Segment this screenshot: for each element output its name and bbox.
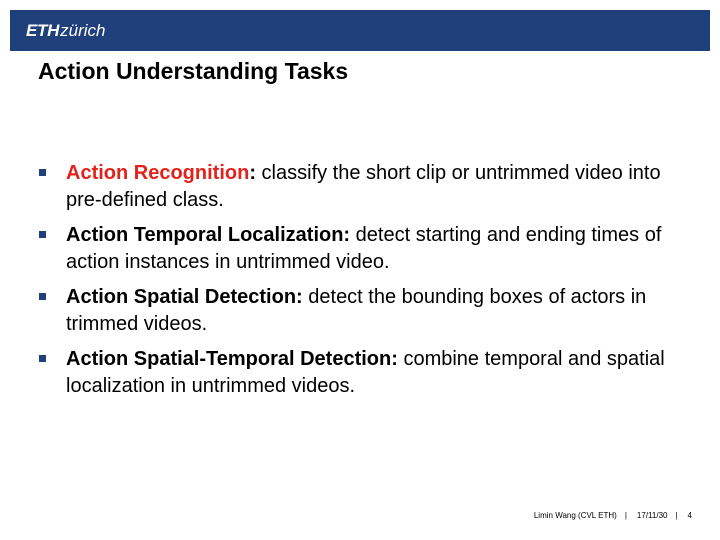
bullet-term: Action Recognition	[66, 162, 250, 184]
bullet-term-colon: :	[249, 162, 256, 184]
bullet-item-action-recognition	[38, 160, 688, 214]
bullet-text: combine temporal and spatial localization in untrimmed videos.	[66, 348, 665, 397]
footer-page-number: 4	[687, 511, 692, 520]
slide-title: Action Understanding Tasks	[38, 58, 349, 84]
bullet-text: detect the bounding boxes of actors in trimmed videos.	[66, 286, 647, 335]
footer-author: Limin Wang (CVL ETH)	[533, 511, 617, 520]
bullet-term: Action Temporal Localization:	[66, 224, 351, 246]
slide-footer	[534, 511, 692, 520]
square-bullet-icon	[39, 231, 46, 238]
bullet-term: Action Spatial-Temporal Detection:	[66, 348, 398, 370]
bullet-list	[38, 160, 688, 408]
footer-separator: |	[675, 511, 678, 520]
logo-eth-text: ETH	[26, 21, 60, 40]
footer-separator: |	[624, 511, 627, 520]
bullet-item-spatial-temporal-detection	[38, 346, 688, 400]
bullet-text: classify the short clip or untrimmed video into pre-defined class.	[66, 162, 661, 211]
square-bullet-icon	[39, 293, 46, 300]
logo-zurich-text: zürich	[60, 21, 106, 40]
square-bullet-icon	[39, 169, 46, 176]
bullet-item-spatial-detection	[38, 284, 688, 338]
square-bullet-icon	[39, 355, 46, 362]
eth-zurich-logo	[26, 22, 105, 40]
header-bar	[10, 10, 710, 51]
bullet-text: detect starting and ending times of action instances in untrimmed video.	[66, 224, 662, 273]
bullet-term: Action Spatial Detection:	[66, 286, 303, 308]
footer-date: 17/11/30	[636, 511, 668, 520]
bullet-item-temporal-localization	[38, 222, 688, 276]
